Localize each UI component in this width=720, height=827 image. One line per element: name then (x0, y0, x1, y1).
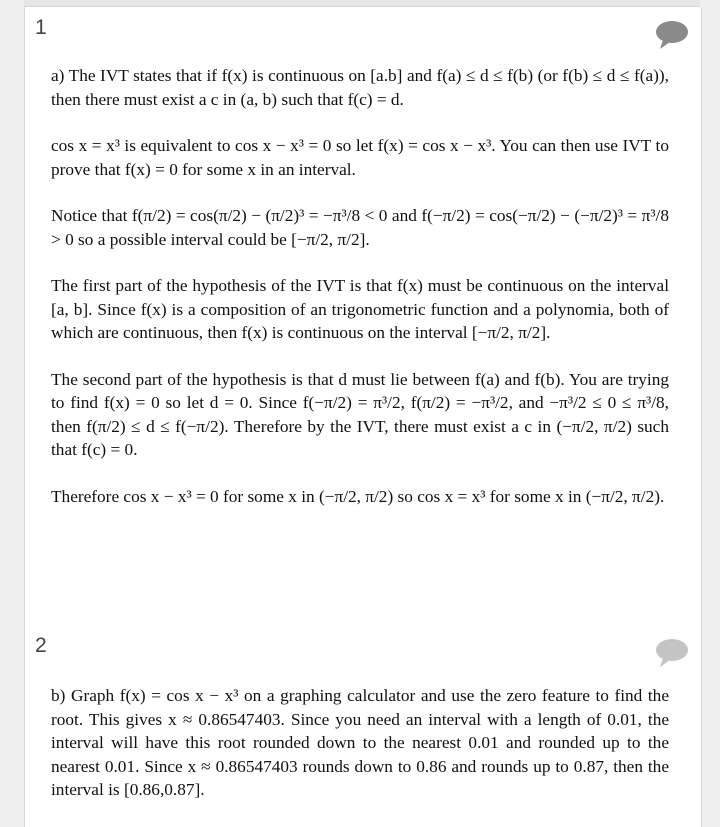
paragraph: b) Graph f(x) = cos x − x³ on a graphing calculator and use the zero feature to find the root. This gives x ≈ 0.86547403. Since you need an interval with a length of 0.01, the interval will have this root rounded down to the nearest 0.01 and rounded up to the nearest 0.01. Since x ≈ 0.86547403 rounds down to 0.86 and rounds up to 0.87, then the interval is [0.86,0.87]. (51, 686, 669, 799)
comment-icon[interactable] (655, 20, 689, 50)
paragraph: The second part of the hypothesis is that d must lie between f(a) and f(b). You are trying to find f(x) = 0 so let d = 0. Since f(−π/2) = π³/2, f(π/2) = −π³/2, and −π³/2 ≤ 0 ≤ π³/8, then f(π/2) ≤ d ≤ f(−π/2). Therefore by the IVT, there must exist a c in (−π/2, π/2) such that f(c) = 0. (51, 369, 669, 459)
answer-card (24, 7, 702, 827)
paragraph: Notice that f(π/2) = cos(π/2) − (π/2)³ = −π³/8 < 0 and f(−π/2) = cos(−π/2) − (−π/2)³ = π³/8 > 0 so a possible interval could be [−π/2, π/2]. (51, 206, 669, 249)
question-number: 1 (35, 16, 47, 39)
paragraph: Therefore cos x − x³ = 0 for some x in (−π/2, π/2) so cos x = x³ for some x in (−π/2, π/2). (51, 486, 665, 506)
answer-1 (51, 64, 669, 531)
paragraph: a) The IVT states that if f(x) is continuous on [a.b] and f(a) ≤ d ≤ f(b) (or f(b) ≤ d ≤ f(a)), then there must exist a c in (a, b) such that f(c) = d. (51, 66, 669, 109)
answer-2 (51, 684, 669, 825)
question-number: 2 (35, 634, 47, 657)
paragraph: The first part of the hypothesis of the IVT is that f(x) must be continuous on the interval [a, b]. Since f(x) is a composition of an trigonometric function and a polynomia, both of which are continuous, then f(x) is continuous on the interval [−π/2, π/2]. (51, 276, 669, 342)
top-divider (24, 0, 700, 7)
paragraph: cos x = x³ is equivalent to cos x − x³ = 0 so let f(x) = cos x − x³. You can then use IVT to prove that f(x) = 0 for some x in an interval. (51, 136, 669, 179)
comment-icon[interactable] (655, 638, 689, 668)
